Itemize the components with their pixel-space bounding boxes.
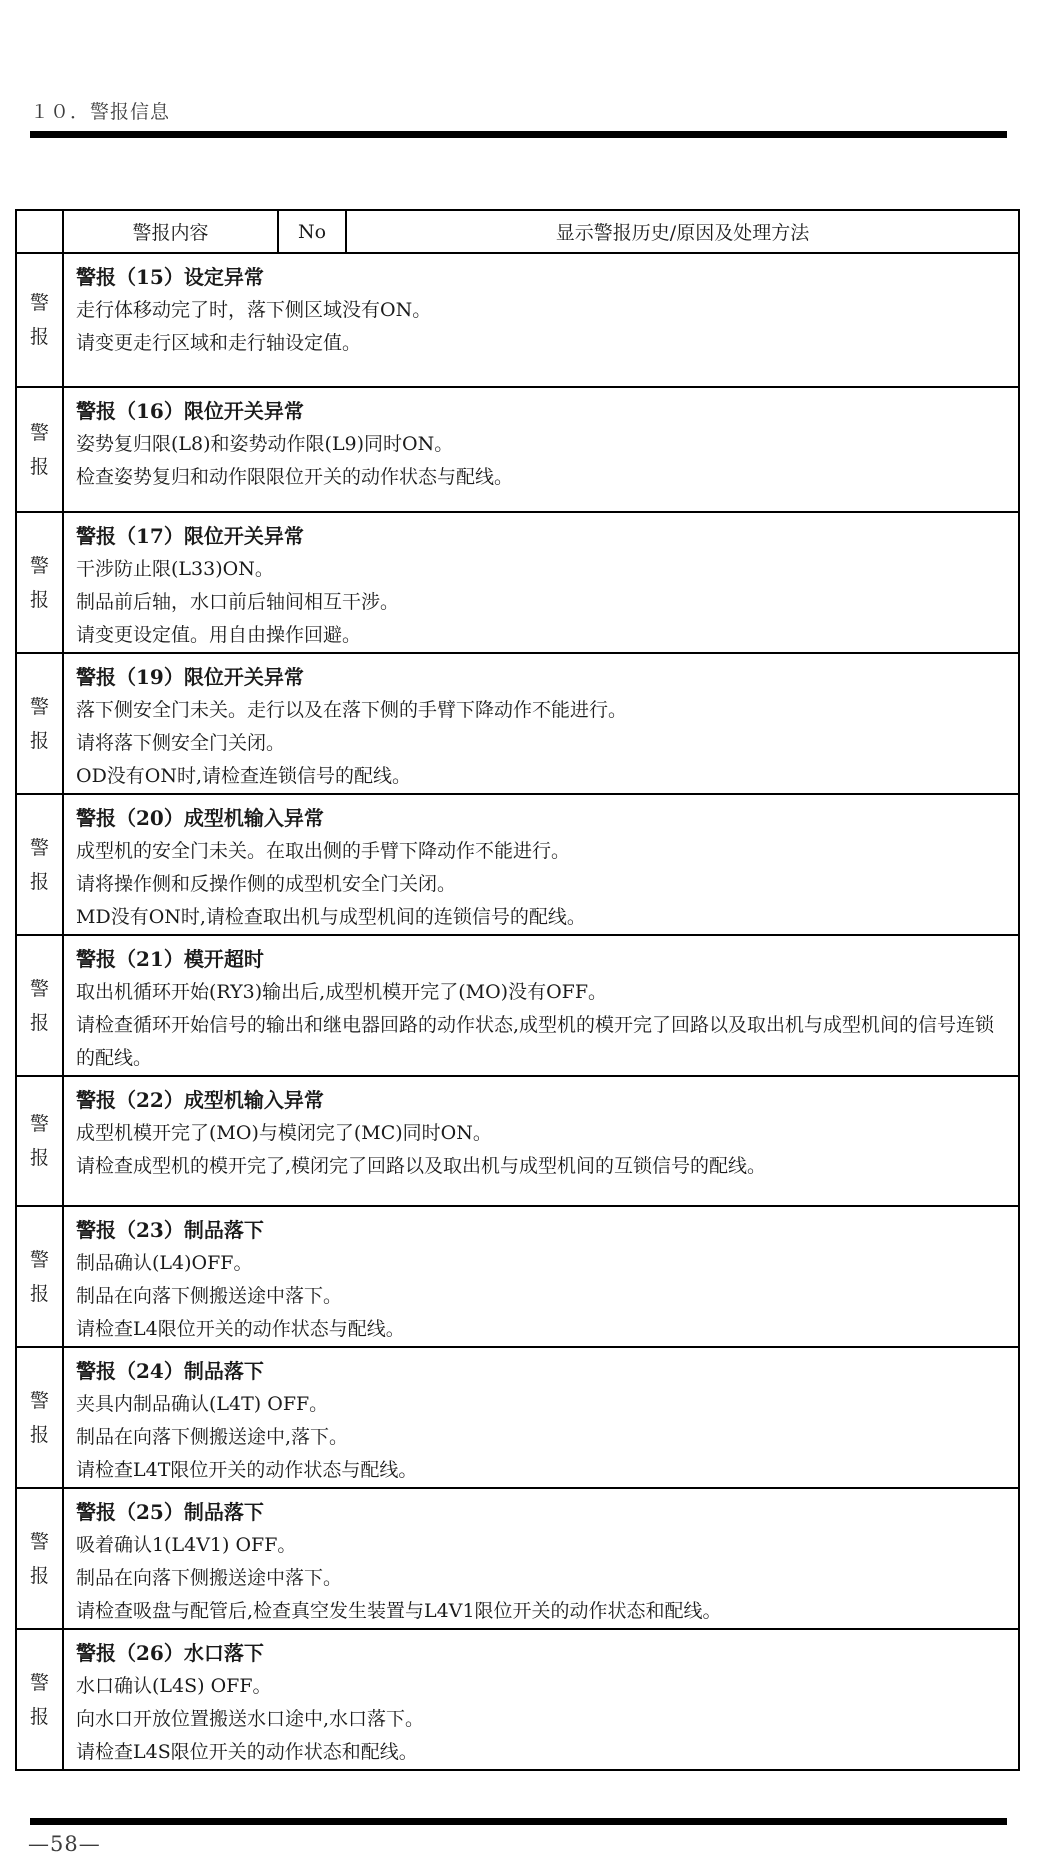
alarm-side-label-top: 警 <box>29 1248 49 1271</box>
alarm-title: 警报（23）制品落下 <box>76 1218 264 1242</box>
alarm-title: 警报（16）限位开关异常 <box>76 399 304 423</box>
alarm-side-label-top: 警 <box>29 554 49 577</box>
alarm-side-label <box>17 1391 62 1445</box>
alarm-detail-line: 夹具内制品确认(L4T) OFF。 <box>76 1393 329 1415</box>
alarm-content-cell <box>63 512 1019 653</box>
alarm-detail-line: 制品在向落下侧搬送途中落下。 <box>76 1285 343 1307</box>
alarm-side-label-bottom: 报 <box>29 729 49 752</box>
alarm-detail-line: 请检查L4限位开关的动作状态与配线。 <box>76 1318 405 1340</box>
alarm-content-cell <box>63 1076 1019 1206</box>
alarm-title: 警报（25）制品落下 <box>76 1500 264 1524</box>
alarm-side-label <box>17 697 62 751</box>
alarm-content-cell <box>63 1629 1019 1770</box>
alarm-content-cell <box>63 935 1019 1076</box>
alarm-detail-line: 落下侧安全门未关。走行以及在落下侧的手臂下降动作不能进行。 <box>76 699 628 721</box>
alarm-side-label <box>17 979 62 1033</box>
alarm-detail-line: 向水口开放位置搬送水口途中,水口落下。 <box>76 1708 425 1730</box>
alarm-title: 警报（20）成型机输入异常 <box>76 806 324 830</box>
alarm-side-label-cell <box>16 387 63 512</box>
table-row <box>16 1629 1019 1770</box>
column-header-history: 显示警报历史/原因及处理方法 <box>346 210 1019 253</box>
alarm-detail-line: 请变更设定值。用自由操作回避。 <box>76 624 362 646</box>
footer-rule <box>30 1818 1007 1825</box>
alarm-table-header <box>16 210 1019 253</box>
alarm-side-label-bottom: 报 <box>29 455 49 478</box>
table-row <box>16 1206 1019 1347</box>
alarm-side-label-cell <box>16 1206 63 1347</box>
alarm-side-label-top: 警 <box>29 421 49 444</box>
alarm-side-label-cell <box>16 253 63 387</box>
table-row <box>16 935 1019 1076</box>
alarm-side-label-top: 警 <box>29 292 49 314</box>
alarm-detail-line: 干涉防止限(L33)ON。 <box>76 558 274 580</box>
table-row <box>16 253 1019 387</box>
alarm-table-body <box>16 253 1019 1770</box>
header-row <box>16 210 1019 253</box>
alarm-side-label-cell <box>16 512 63 653</box>
alarm-side-label-cell <box>16 1347 63 1488</box>
alarm-detail-line: 走行体移动完了时，落下侧区域没有ON。 <box>76 299 432 321</box>
alarm-side-label-cell <box>16 935 63 1076</box>
alarm-detail-line: 成型机模开完了(MO)与模闭完了(MC)同时ON。 <box>76 1122 492 1144</box>
alarm-detail-line: 请将操作侧和反操作侧的成型机安全门关闭。 <box>76 873 457 895</box>
alarm-side-label <box>17 293 62 347</box>
alarm-side-label-cell <box>16 1629 63 1770</box>
table-row <box>16 1488 1019 1629</box>
alarm-detail-line: 成型机的安全门未关。在取出侧的手臂下降动作不能进行。 <box>76 840 571 862</box>
alarm-content-cell <box>63 1347 1019 1488</box>
alarm-title: 警报（19）限位开关异常 <box>76 665 304 689</box>
alarm-side-label-bottom: 报 <box>29 1011 49 1034</box>
alarm-content-cell <box>63 1206 1019 1347</box>
alarm-side-label-bottom: 报 <box>29 326 49 348</box>
alarm-detail-line: 请检查成型机的模开完了,模闭完了回路以及取出机与成型机间的互锁信号的配线。 <box>76 1155 767 1177</box>
table-row <box>16 387 1019 512</box>
alarm-content-cell <box>63 1488 1019 1629</box>
alarm-content-cell <box>63 253 1019 387</box>
column-header-blank <box>16 210 63 253</box>
alarm-side-label <box>17 1532 62 1586</box>
alarm-side-label <box>17 1673 62 1727</box>
alarm-title: 警报（24）制品落下 <box>76 1359 264 1383</box>
alarm-side-label-bottom: 报 <box>29 870 49 893</box>
alarm-detail-line: 请检查循环开始信号的输出和继电器回路的动作状态,成型机的模开完了回路以及取出机与成型机间的信号连锁的配线。 <box>76 1014 995 1069</box>
table-row <box>16 1076 1019 1206</box>
alarm-detail-line: 请变更走行区域和走行轴设定值。 <box>76 332 362 354</box>
alarm-side-label-cell <box>16 1076 63 1206</box>
alarm-side-label-bottom: 报 <box>29 1282 49 1305</box>
alarm-content-cell <box>63 794 1019 935</box>
page-number: —58— <box>28 1832 101 1856</box>
alarm-side-label-top: 警 <box>29 977 49 1000</box>
alarm-detail-line: 吸着确认1(L4V1) OFF。 <box>76 1534 297 1556</box>
alarm-side-label-top: 警 <box>29 1671 49 1694</box>
alarm-content-cell <box>63 387 1019 512</box>
alarm-detail-line: 请检查吸盘与配管后,检查真空发生装置与L4V1限位开关的动作状态和配线。 <box>76 1600 722 1622</box>
alarm-side-label-top: 警 <box>29 1389 49 1412</box>
alarm-side-label-top: 警 <box>29 1113 49 1135</box>
alarm-side-label-top: 警 <box>29 1530 49 1553</box>
table-row <box>16 794 1019 935</box>
section-title: １０．警报信息 <box>30 101 171 123</box>
alarm-side-label <box>17 556 62 610</box>
alarm-detail-line: 取出机循环开始(RY3)输出后,成型机模开完了(MO)没有OFF。 <box>76 981 608 1003</box>
alarm-detail-line: OD没有ON时,请检查连锁信号的配线。 <box>76 765 412 787</box>
alarm-detail-line: 检查姿势复归和动作限限位开关的动作状态与配线。 <box>76 466 514 488</box>
alarm-title: 警报（22）成型机输入异常 <box>76 1088 324 1112</box>
alarm-detail-line: 制品在向落下侧搬送途中落下。 <box>76 1567 343 1589</box>
alarm-detail-line: 姿势复归限(L8)和姿势动作限(L9)同时ON。 <box>76 433 454 455</box>
table-row <box>16 1347 1019 1488</box>
alarm-detail-line: 制品前后轴，水口前后轴间相互干涉。 <box>76 591 400 613</box>
alarm-detail-line: MD没有ON时,请检查取出机与成型机间的连锁信号的配线。 <box>76 906 586 928</box>
alarm-side-label <box>17 1114 62 1168</box>
alarm-content-cell <box>63 653 1019 794</box>
alarm-side-label <box>17 423 62 477</box>
alarm-side-label-cell <box>16 794 63 935</box>
alarm-detail-line: 请将落下侧安全门关闭。 <box>76 732 286 754</box>
alarm-side-label-cell <box>16 1488 63 1629</box>
alarm-side-label-bottom: 报 <box>29 1423 49 1446</box>
alarm-side-label-top: 警 <box>29 695 49 718</box>
alarm-detail-line: 制品确认(L4)OFF。 <box>76 1252 253 1274</box>
alarm-title: 警报（21）模开超时 <box>76 947 264 971</box>
column-header-alarm-content: 警报内容 <box>63 210 278 253</box>
alarm-title: 警报（15）设定异常 <box>76 265 264 289</box>
alarm-side-label-cell <box>16 653 63 794</box>
alarm-title: 警报（17）限位开关异常 <box>76 524 304 548</box>
table-row <box>16 512 1019 653</box>
column-header-no: No <box>278 210 346 253</box>
table-row <box>16 653 1019 794</box>
section-title-rule <box>30 131 1007 138</box>
alarm-side-label <box>17 1250 62 1304</box>
alarm-side-label-bottom: 报 <box>29 1564 49 1587</box>
alarm-side-label-top: 警 <box>29 836 49 859</box>
alarm-detail-line: 请检查L4S限位开关的动作状态和配线。 <box>76 1741 418 1763</box>
alarm-detail-line: 水口确认(L4S) OFF。 <box>76 1675 272 1697</box>
alarm-title: 警报（26）水口落下 <box>76 1641 264 1665</box>
alarm-table <box>15 209 1020 1771</box>
alarm-side-label-bottom: 报 <box>29 1705 49 1728</box>
alarm-detail-line: 制品在向落下侧搬送途中,落下。 <box>76 1426 349 1448</box>
alarm-detail-line: 请检查L4T限位开关的动作状态与配线。 <box>76 1459 418 1481</box>
alarm-side-label <box>17 838 62 892</box>
alarm-side-label-bottom: 报 <box>29 1147 49 1169</box>
alarm-side-label-bottom: 报 <box>29 588 49 611</box>
